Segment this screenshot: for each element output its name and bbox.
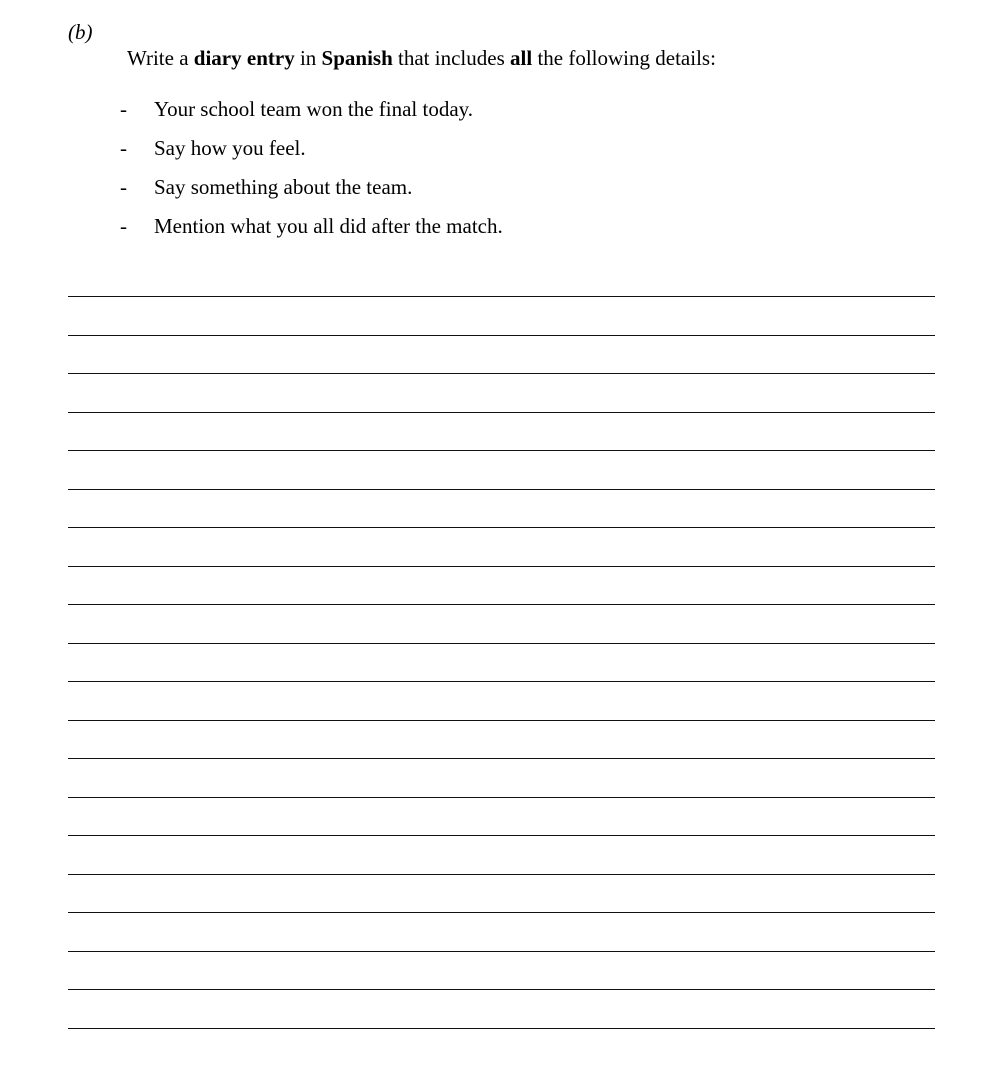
bullet-dash: - xyxy=(120,214,127,238)
answer-line[interactable] xyxy=(68,681,935,682)
answer-writing-area[interactable] xyxy=(68,296,935,1066)
bullet-dash: - xyxy=(120,97,127,121)
answer-line[interactable] xyxy=(68,335,935,336)
answer-line[interactable] xyxy=(68,835,935,836)
answer-line[interactable] xyxy=(68,450,935,451)
bullet-dash: - xyxy=(120,175,127,199)
answer-line[interactable] xyxy=(68,989,935,990)
bullet-text: Your school team won the final today. xyxy=(154,97,474,121)
answer-line[interactable] xyxy=(68,566,935,567)
answer-line[interactable] xyxy=(68,1028,935,1029)
instruction-text-4: the following details: xyxy=(532,46,716,70)
answer-line[interactable] xyxy=(68,951,935,952)
answer-line[interactable] xyxy=(68,373,935,374)
answer-line[interactable] xyxy=(68,874,935,875)
bullet-text: Mention what you all did after the match. xyxy=(154,214,503,238)
question-part-label: (b) xyxy=(68,20,93,44)
answer-line[interactable] xyxy=(68,912,935,913)
answer-line[interactable] xyxy=(68,296,935,297)
answer-line[interactable] xyxy=(68,720,935,721)
answer-line[interactable] xyxy=(68,604,935,605)
instruction-text-3: that includes xyxy=(392,46,511,70)
instruction-text-1: Write a xyxy=(127,46,194,70)
bullet-dash: - xyxy=(120,136,127,160)
answer-line[interactable] xyxy=(68,643,935,644)
question-instruction xyxy=(127,45,716,71)
instruction-bold-spanish: Spanish xyxy=(321,46,393,70)
bullet-text: Say something about the team. xyxy=(154,175,413,199)
answer-line[interactable] xyxy=(68,527,935,528)
instruction-bold-all: all xyxy=(510,46,533,70)
answer-line[interactable] xyxy=(68,797,935,798)
answer-line[interactable] xyxy=(68,489,935,490)
bullet-text: Say how you feel. xyxy=(154,136,306,160)
answer-line[interactable] xyxy=(68,758,935,759)
instruction-bold-diary-entry: diary entry xyxy=(193,46,295,70)
instruction-text-2: in xyxy=(294,46,322,70)
answer-line[interactable] xyxy=(68,412,935,413)
